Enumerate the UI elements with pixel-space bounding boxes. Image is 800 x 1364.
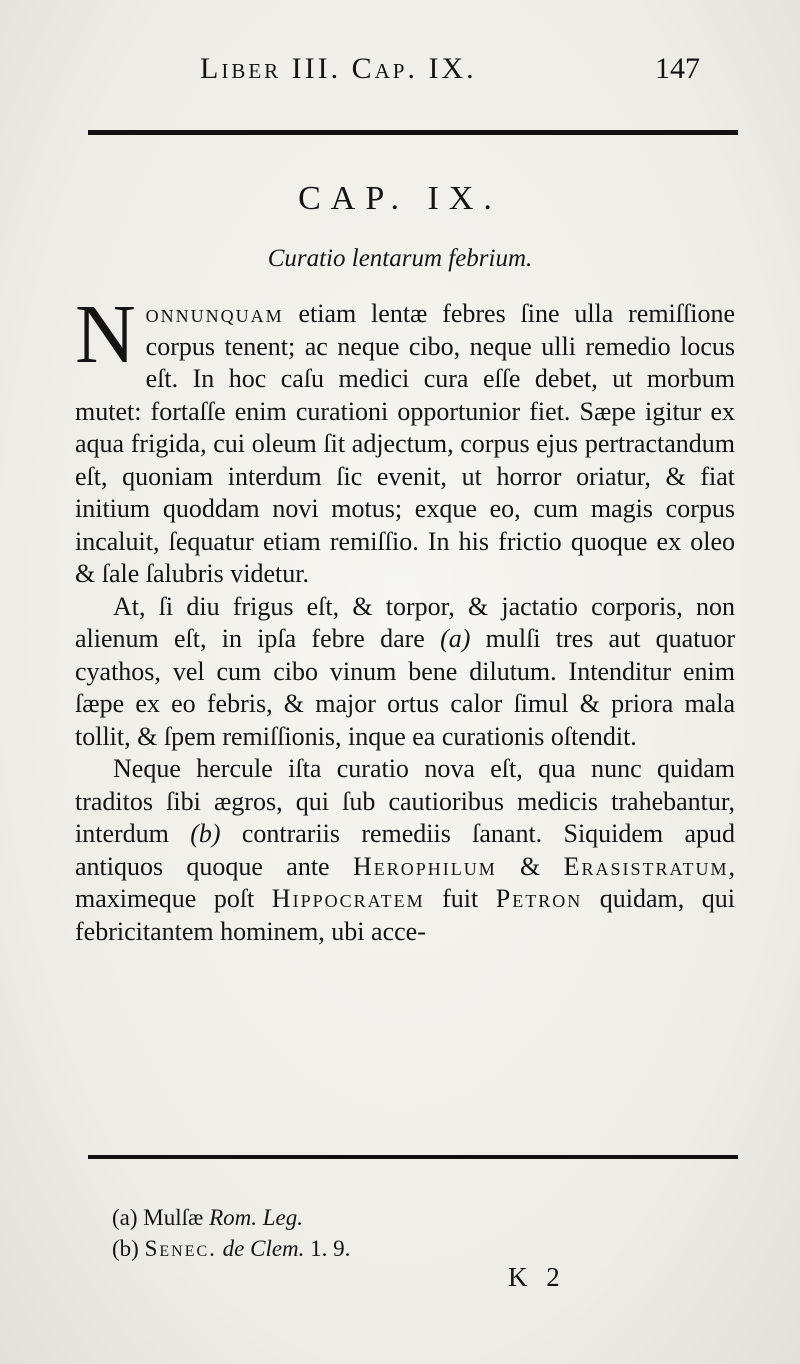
chapter-subtitle: Curatio lentarum febrium.	[267, 245, 533, 272]
footnote-a-source: Rom. Leg.	[209, 1205, 304, 1230]
chapter-heading: CAP. IX.	[298, 180, 502, 217]
paragraph-3-text-1: Neque hercule iſta curatio nova eſt, qua nunc quidam traditos ſibi ægros, qui ſub cautioribus medicis trahebantur, interdum	[75, 754, 735, 848]
body-text	[75, 288, 736, 948]
name-petron: Petron	[495, 884, 583, 913]
footnote-b-work: de Clem.	[222, 1236, 305, 1261]
footnote-b	[112, 1233, 612, 1264]
drop-cap: N	[75, 288, 136, 381]
paragraph-2-text-end: mulſi tres aut quatuor cyathos, vel cum cibo vinum bene dilutum. Intenditur enim ſæpe ex eo febris, & major ortus calor ſimul & priora mala tollit, & ſpem remiſſionis, inque ea curationis oſtendit.	[75, 624, 735, 751]
running-head-title: Liber III. Cap. IX.	[200, 52, 477, 85]
paragraph-2-text-start: At, ſi diu frigus eſt, & torpor, & jactatio corporis, non alienum eſt, in ipſa febre dare	[75, 591, 735, 653]
paragraph-3-text-5: fuit	[424, 884, 496, 913]
footnote-b-author: Senec.	[144, 1236, 217, 1261]
paragraph-1-text: etiam lentæ febres ſine ulla remiſſione corpus tenent; ac neque cibo, neque ulli remedio locus eſt. In hoc caſu medici cura eſſe debet, ut morbum mutet: fortaſſe enim curationi opportunior fiet. Sæpe igitur ex aqua frigida, cui oleum ſit adjectum, corpus ejus pertractandum eſt, quoniam interdum ſic evenit, ut horror oriatur, & fiat initium quoddam novi motus; exque eo, cum magis corpus incaluit, ſequatur etiam remiſſio. In his frictio quoque ex oleo & ſale ſalubris videtur.	[75, 299, 735, 588]
footnote-b-ref: 1. 9.	[310, 1236, 351, 1261]
name-erasistratum: Erasistratum	[563, 851, 729, 881]
header-rule	[88, 130, 738, 135]
footnotes	[112, 1202, 612, 1264]
footnote-a-mark: (a)	[112, 1205, 138, 1230]
paragraph-3-text-4: , maximeque poſt	[75, 851, 735, 913]
footnote-ref-b: (b)	[190, 819, 221, 848]
signature-mark: K 2	[508, 1262, 566, 1292]
paragraph-3-text-6: quidam, qui febricitantem hominem, ubi acce-	[75, 884, 735, 946]
footnote-b-mark: (b)	[112, 1236, 139, 1261]
running-head	[0, 50, 800, 90]
paragraph-3-text-2: contrariis remediis ſanant. Siquidem apud antiquos quoque ante	[75, 819, 736, 881]
lead-word: onnunquam	[145, 299, 284, 328]
footnote-ref-a: (a)	[440, 624, 471, 653]
paragraph-2	[75, 591, 735, 754]
paragraph-3	[75, 753, 735, 948]
footnote-a-text: Mulſæ	[143, 1205, 210, 1230]
page-number: 147	[655, 52, 700, 85]
footnote-rule	[88, 1155, 738, 1159]
name-hippocratem: Hippocratem	[271, 884, 425, 913]
paragraph-3-text-3: &	[496, 851, 564, 881]
paragraph-1	[75, 288, 735, 591]
footnote-a	[112, 1202, 612, 1233]
name-herophilum: Herophilum	[352, 851, 497, 881]
